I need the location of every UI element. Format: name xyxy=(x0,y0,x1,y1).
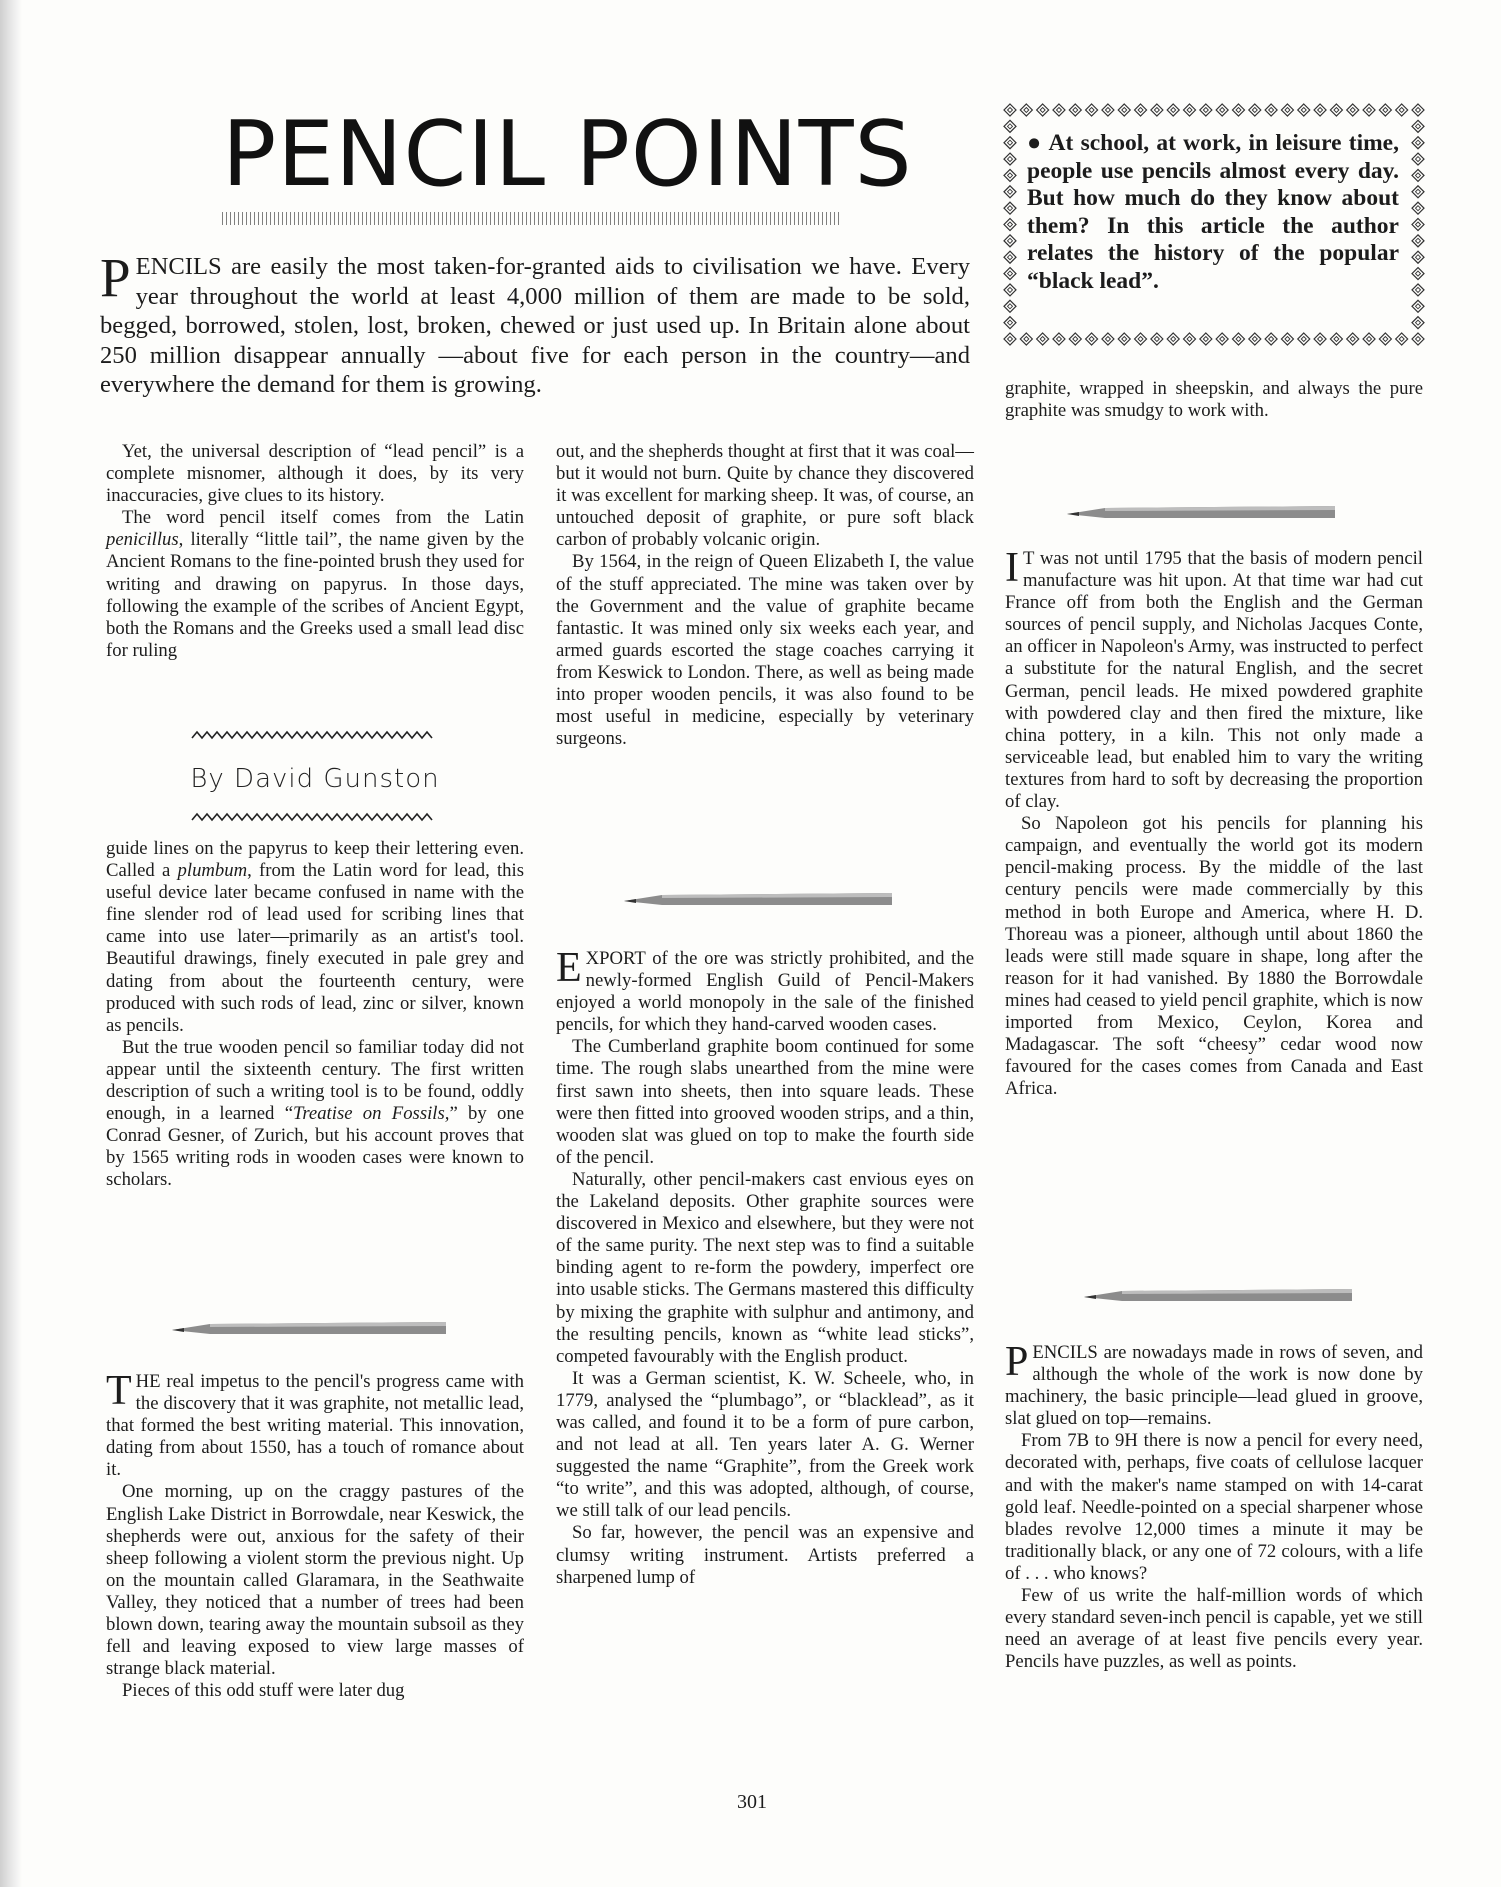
column-1-bottom xyxy=(106,1368,524,1702)
diamond-ornament xyxy=(1347,333,1359,345)
paragraph: From 7B to 9H there is now a pencil for every need, decorated with, perhaps, five coats of cellulose lacquer and with the maker's name stamped on with 14-carat gold leaf. Needle-pointed on a special sharpener whose blades revolve 12,000 times a minute it may be traditionally black, or any one of 72 colours, with a life of . . . who knows? xyxy=(1005,1430,1423,1584)
wave-ornament-top xyxy=(190,729,440,741)
intro-paragraph xyxy=(100,247,970,400)
diamond-ornament xyxy=(1184,104,1196,116)
pencil-divider-icon xyxy=(1082,1285,1357,1305)
dropcap: P xyxy=(1005,1339,1029,1385)
diamond-ornament xyxy=(1412,202,1424,214)
diamond-ornament xyxy=(1151,104,1163,116)
diamond-ornament xyxy=(1412,219,1424,231)
diamond-ornament xyxy=(1363,104,1375,116)
diamond-ornament xyxy=(1330,333,1342,345)
diamond-ornament xyxy=(1232,104,1244,116)
bullet-icon: ● xyxy=(1027,130,1043,156)
diamond-ornament xyxy=(1412,268,1424,280)
diamond-ornament xyxy=(1314,104,1326,116)
diamond-ornament xyxy=(1412,333,1424,345)
paragraph: THE real impetus to the pencil's progress came with the discovery that it was graphite, not metallic lead, that formed the best writing material. This innovation, dating from about 1550, has a touch of romance about it. xyxy=(106,1368,524,1481)
callout-text xyxy=(1027,130,1399,296)
diamond-ornament xyxy=(1412,137,1424,149)
paragraph: So Napoleon got his pencils for planning his campaign, and eventually the world got its modern pencil-making process. By the middle of the last century pencils were made commercially by this method in both Europe and America, where H. D. Thoreau was a pioneer, although until about 1860 the leads were still made square in shape, long after the reason for it had vanished. By 1880 the Borrowdale mines had ceased to yield pencil graphite, which is now imported from Mexico, Ceylon, Korea and Madagascar. The soft “cheesy” cedar wood now favoured for the cases comes from Canada and East Africa. xyxy=(1005,813,1423,1100)
diamond-ornament xyxy=(1004,300,1016,312)
diamond-ornament xyxy=(1412,120,1424,132)
paragraph: Naturally, other pencil-makers cast envious eyes on the Lakeland deposits. Other graphite sources were discovered in Mexico and elsewhere, but they were not of the same purity. The next step was to find a suitable binding agent to re-form the powdery, imperfect ore into usable sticks. The Germans mastered this difficulty by mixing the graphite with sulphur and antimony, and the resulting pencils, known as “white lead sticks”, competed favourably with the English product. xyxy=(556,1168,974,1367)
diamond-ornament xyxy=(1004,251,1016,263)
intro-text: ENCILS are easily the most taken-for-granted aids to civilisation we have. Every year throughout the world at least 4,000 million of them are made to be sold, begged, borrowed, stolen, lost, broken, chewed or just used up. In Britain alone about 250 million disappear annually —about five for each person in the country—and everywhere the demand for them is growing. xyxy=(100,253,970,398)
author-byline: By David Gunston xyxy=(190,764,440,794)
paragraph: One morning, up on the craggy pastures of the English Lake District in Borrowdale, near Keswick, the shepherds were out, anxious for the safety of their sheep following a violent storm the previous night. Up on the mountain called Glaramara, in the Seathwaite Valley, they noticed that a number of trees had been blown down, tearing away the mountain subsoil as they fell and leaving exposed to view large masses of strange black material. xyxy=(106,1481,524,1680)
article-title: PENCIL POINTS xyxy=(222,102,913,207)
page-spine-shadow xyxy=(0,0,22,1887)
diamond-ornament xyxy=(1412,186,1424,198)
paragraph: PENCILS are nowadays made in rows of seven, and although the whole of the work is now done by machinery, the basic principle—lead glued in groove, slat glued on top—remains. xyxy=(1005,1339,1423,1430)
diamond-ornament xyxy=(1167,333,1179,345)
page-number: 301 xyxy=(737,1791,767,1813)
pencil-divider-icon xyxy=(1065,502,1340,522)
diamond-ornament xyxy=(1412,235,1424,247)
paragraph: I T was not until 1795 that the basis of modern pencil manufacture was hit upon. At that time war had cut France off from both the English and the German sources of pencil supply, and Nicholas Jacques Conte, an officer in Napoleon's Army, was instructed to perfect a substitute for the natural English, and the secret German, pencil leads. He mixed powdered graphite with powdered clay and then fired the mixture, like china pottery, in a kiln. This not only made a serviceable lead, but enabled him to vary the writing textures from hard to soft by decreasing the proportion of clay. xyxy=(1005,545,1423,813)
wave-ornament-bottom xyxy=(190,811,440,823)
column-1-top xyxy=(106,441,524,662)
diamond-ornament xyxy=(1020,104,1032,116)
paragraph: Yet, the universal description of “lead pencil” is a complete misnomer, although it does, by its very inaccuracies, give clues to its history. xyxy=(106,441,524,507)
paragraph: By 1564, in the reign of Queen Elizabeth I, the value of the stuff appreciated. The mine was taken over by the Government and the value of graphite became fantastic. It was mined only six weeks each year, and armed guards escorted the stage coaches carrying it from Keswick to London. There, as well as being made into proper wooden pencils, it was also found to be most useful in medicine, especially by veterinary surgeons. xyxy=(556,551,974,750)
column-3-bottom xyxy=(1005,1339,1423,1673)
diamond-ornament xyxy=(1363,333,1375,345)
diamond-ornament xyxy=(1330,104,1342,116)
diamond-ornament xyxy=(1037,104,1049,116)
diamond-ornament xyxy=(1053,104,1065,116)
diamond-ornament xyxy=(1412,153,1424,165)
diamond-ornament xyxy=(1298,333,1310,345)
paragraph: Few of us write the half-million words of which every standard seven-inch pencil is capable, yet we still need an average of at least five pencils every year. Pencils have puzzles, as well as points. xyxy=(1005,1585,1423,1673)
dropcap: I xyxy=(1005,545,1019,591)
column-2-top xyxy=(556,441,974,750)
diamond-ornament xyxy=(1086,333,1098,345)
diamond-ornament xyxy=(1396,104,1408,116)
diamond-ornament xyxy=(1298,104,1310,116)
diamond-ornament xyxy=(1004,284,1016,296)
diamond-ornament xyxy=(1412,104,1424,116)
diamond-ornament xyxy=(1069,333,1081,345)
diamond-ornament xyxy=(1004,153,1016,165)
diamond-ornament xyxy=(1004,186,1016,198)
pencil-divider-icon xyxy=(170,1318,452,1338)
diamond-ornament xyxy=(1102,333,1114,345)
diamond-ornament xyxy=(1167,104,1179,116)
diamond-ornament xyxy=(1412,284,1424,296)
latin-term: plumbum xyxy=(177,860,248,882)
diamond-ornament xyxy=(1135,333,1147,345)
column-1-middle xyxy=(106,838,524,1192)
diamond-ornament xyxy=(1004,219,1016,231)
pencil-divider-icon xyxy=(622,889,897,909)
diamond-ornament xyxy=(1069,104,1081,116)
diamond-ornament xyxy=(1200,333,1212,345)
diamond-ornament xyxy=(1004,120,1016,132)
diamond-ornament xyxy=(1412,317,1424,329)
book-title: Treatise on Fossils, xyxy=(292,1103,450,1125)
diamond-ornament xyxy=(1118,104,1130,116)
diamond-ornament xyxy=(1216,333,1228,345)
diamond-ornament xyxy=(1249,104,1261,116)
diamond-ornament xyxy=(1004,104,1016,116)
dropcap: E xyxy=(556,945,582,991)
diamond-ornament xyxy=(1086,104,1098,116)
diamond-ornament xyxy=(1020,333,1032,345)
paragraph: out, and the shepherds thought at first that it was coal—but it would not burn. Quite by chance they discovered it was excellent for marking sheep. It was, of course, an untouched deposit of graphite, or pure soft black carbon of probably volcanic origin. xyxy=(556,441,974,551)
diamond-ornament xyxy=(1200,104,1212,116)
paragraph: The word pencil itself comes from the Latin penicillus, literally “little tail”, the name given by the Ancient Romans to the fine-pointed brush they used for writing and drawing on papyrus. In those days, following the example of the scribes of Ancient Egypt, both the Romans and the Greeks used a small lead disc for ruling xyxy=(106,507,524,661)
title-underline-rule xyxy=(222,212,840,225)
diamond-ornament xyxy=(1004,268,1016,280)
diamond-ornament xyxy=(1347,104,1359,116)
diamond-ornament xyxy=(1412,169,1424,181)
diamond-ornament xyxy=(1379,333,1391,345)
diamond-ornament xyxy=(1004,137,1016,149)
diamond-ornament xyxy=(1281,333,1293,345)
diamond-ornament xyxy=(1379,104,1391,116)
dropcap: T xyxy=(106,1368,132,1414)
diamond-ornament xyxy=(1265,104,1277,116)
diamond-ornament xyxy=(1396,333,1408,345)
paragraph: guide lines on the papyrus to keep their lettering even. Called a plumbum, from the Latin word for lead, this useful device later became confused in name with the fine slender rod of lead used for scribing lines that came into use later—primarily as an artist's tool. Beautiful drawings, finely executed in pale grey and dating from about the fourteenth century, were produced with such rods of lead, zinc or silver, known as pencils. xyxy=(106,838,524,1036)
diamond-ornament xyxy=(1216,104,1228,116)
diamond-ornament xyxy=(1265,333,1277,345)
paragraph: The Cumberland graphite boom continued for some time. The rough slabs unearthed from the mine were first sawn into sheets, then into square leads. These were then fitted into grooved wooden strips, and a thin, wooden slat was glued on top to make the fourth side of the pencil. xyxy=(556,1036,974,1168)
latin-term: penicillus xyxy=(106,529,179,551)
paragraph: So far, however, the pencil was an expensive and clumsy writing instrument. Artists preferred a sharpened lump of xyxy=(556,1522,974,1588)
diamond-ornament xyxy=(1135,104,1147,116)
byline-block xyxy=(180,728,450,828)
callout-body: At school, at work, in leisure time, people use pencils almost every day. But how much do they know about them? In this article the author relates the history of the popular “black lead”. xyxy=(1027,130,1399,294)
column-3-middle xyxy=(1005,545,1423,1100)
diamond-ornament xyxy=(1037,333,1049,345)
diamond-ornament xyxy=(1412,251,1424,263)
paragraph: graphite, wrapped in sheepskin, and always the pure graphite was smudgy to work with. xyxy=(1005,378,1423,422)
diamond-ornament xyxy=(1004,169,1016,181)
diamond-ornament xyxy=(1281,104,1293,116)
diamond-ornament xyxy=(1053,333,1065,345)
callout-box xyxy=(1002,102,1426,347)
diamond-ornament xyxy=(1118,333,1130,345)
diamond-ornament xyxy=(1004,317,1016,329)
paragraph: But the true wooden pencil so familiar today did not appear until the sixteenth century. The first written description of such a writing tool is to be found, oddly enough, in a learned “Treatise on Fossils,” by one Conrad Gesner, of Zurich, but his account proves that by 1565 writing rods in wooden cases were known to scholars. xyxy=(106,1036,524,1191)
column-3-top xyxy=(1005,378,1423,422)
diamond-ornament xyxy=(1412,300,1424,312)
column-2-bottom xyxy=(556,945,974,1589)
diamond-ornament xyxy=(1004,202,1016,214)
paragraph: EXPORT of the ore was strictly prohibited, and the newly-formed English Guild of Pencil-Makers enjoyed a world monopoly in the sale of the finished pencils, for which they hand-carved wooden cases. xyxy=(556,945,974,1036)
paragraph: Pieces of this odd stuff were later dug xyxy=(122,1680,405,1702)
diamond-ornament xyxy=(1004,235,1016,247)
intro-dropcap: P xyxy=(100,247,131,308)
diamond-ornament xyxy=(1151,333,1163,345)
diamond-ornament xyxy=(1314,333,1326,345)
diamond-ornament xyxy=(1232,333,1244,345)
diamond-ornament xyxy=(1004,333,1016,345)
diamond-ornament xyxy=(1184,333,1196,345)
paragraph: It was a German scientist, K. W. Scheele, who, in 1779, analysed the “plumbago”, or “blacklead”, as it was called, and found it to be a form of pure carbon, and not lead at all. Ten years later A. G. Werner suggested the name “Graphite”, from the Greek work “to write”, and this was adopted, although, of course, we still talk of our lead pencils. xyxy=(556,1367,974,1522)
diamond-ornament xyxy=(1249,333,1261,345)
diamond-ornament xyxy=(1102,104,1114,116)
